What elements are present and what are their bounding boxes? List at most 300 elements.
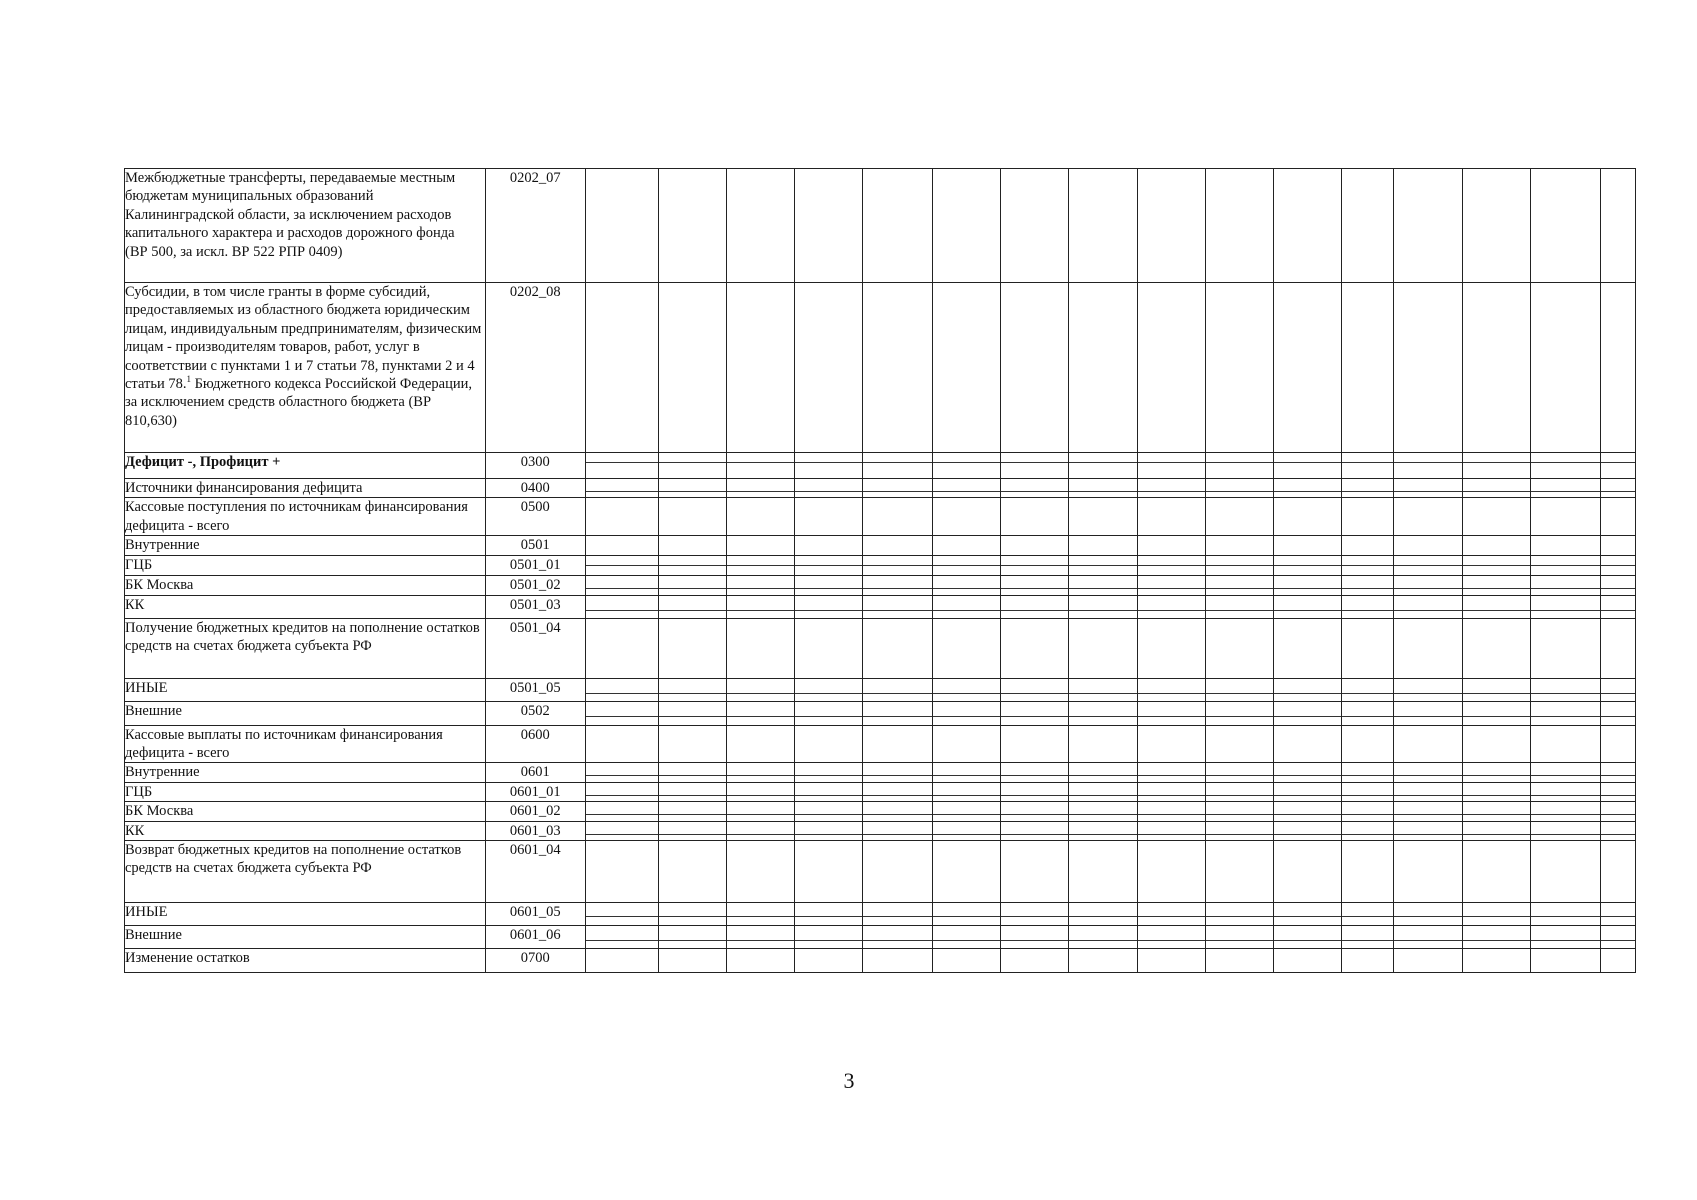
cell-divider: [1274, 565, 1341, 566]
value-cell: [863, 453, 932, 479]
row-code: 0500: [485, 498, 585, 536]
value-cell: [1206, 841, 1274, 903]
value-cell: [1462, 575, 1530, 595]
cell-divider: [1342, 916, 1393, 917]
row-code: 0601_01: [485, 782, 585, 801]
value-cell: [1600, 949, 1635, 973]
table-row: [125, 169, 1636, 283]
cell-divider: [1463, 462, 1530, 463]
value-cell: [1137, 821, 1205, 840]
cell-divider: [1394, 814, 1461, 815]
cell-divider: [659, 491, 726, 492]
value-cell: [1000, 782, 1068, 801]
row-label-text: БК Москва: [125, 576, 194, 593]
cell-divider: [1531, 565, 1600, 566]
cell-divider: [586, 716, 658, 717]
value-cell: [1530, 802, 1600, 821]
value-cell: [795, 949, 863, 973]
value-cell: [1394, 618, 1462, 678]
cell-divider: [1463, 693, 1530, 694]
value-cell: [1206, 678, 1274, 701]
value-cell: [932, 555, 1000, 575]
value-cell: [932, 498, 1000, 536]
cell-divider: [659, 588, 726, 589]
value-cell: [1206, 903, 1274, 926]
value-cell: [932, 618, 1000, 678]
cell-divider: [659, 795, 726, 796]
cell-divider: [727, 834, 794, 835]
cell-divider: [1463, 588, 1530, 589]
value-cell: [585, 453, 658, 479]
row-label: [125, 595, 486, 618]
value-cell: [1206, 283, 1274, 453]
cell-divider: [1531, 588, 1600, 589]
cell-divider: [586, 565, 658, 566]
row-code: 0300: [485, 453, 585, 479]
row-label: [125, 575, 486, 595]
value-cell: [1394, 453, 1462, 479]
value-cell: [1000, 701, 1068, 725]
table-row: [125, 283, 1636, 453]
cell-divider: [659, 693, 726, 694]
cell-divider: [1138, 716, 1205, 717]
cell-divider: [1001, 693, 1068, 694]
cell-divider: [1274, 916, 1341, 917]
value-cell: [585, 479, 658, 498]
row-label-text: Межбюджетные трансферты, передаваемые местным бюджетам муниципальных образований Калининградской области, за исключением расходов капитального характера и расходов дорожного фонда (ВР 500, за искл. ВР 522 РПР 0409): [125, 170, 456, 260]
value-cell: [932, 802, 1000, 821]
cell-divider: [1274, 588, 1341, 589]
value-cell: [1600, 536, 1635, 555]
value-cell: [1206, 618, 1274, 678]
cell-divider: [795, 610, 862, 611]
value-cell: [795, 169, 863, 283]
row-code: 0601_04: [485, 841, 585, 903]
value-cell: [1068, 701, 1137, 725]
cell-divider: [659, 610, 726, 611]
row-label: [125, 782, 486, 801]
value-cell: [585, 926, 658, 949]
value-cell: [1394, 498, 1462, 536]
table-row: [125, 949, 1636, 973]
value-cell: [1274, 926, 1342, 949]
value-cell: [1206, 701, 1274, 725]
cell-divider: [1394, 565, 1461, 566]
cell-divider: [1069, 565, 1137, 566]
value-cell: [1600, 802, 1635, 821]
value-cell: [795, 841, 863, 903]
cell-divider: [1274, 795, 1341, 796]
value-cell: [1206, 536, 1274, 555]
value-cell: [795, 283, 863, 453]
value-cell: [727, 498, 795, 536]
value-cell: [659, 595, 727, 618]
row-label-text: ИНЫЕ: [125, 904, 168, 921]
value-cell: [932, 841, 1000, 903]
cell-divider: [1601, 916, 1635, 917]
value-cell: [1530, 821, 1600, 840]
cell-divider: [1069, 814, 1137, 815]
value-cell: [1462, 453, 1530, 479]
cell-divider: [863, 588, 931, 589]
value-cell: [932, 821, 1000, 840]
value-cell: [1137, 618, 1205, 678]
value-cell: [795, 802, 863, 821]
value-cell: [1600, 479, 1635, 498]
cell-divider: [1531, 610, 1600, 611]
cell-divider: [727, 588, 794, 589]
value-cell: [1068, 555, 1137, 575]
value-cell: [1342, 926, 1394, 949]
value-cell: [932, 926, 1000, 949]
value-cell: [1000, 595, 1068, 618]
table-row: [125, 725, 1636, 763]
value-cell: [659, 701, 727, 725]
value-cell: [1462, 498, 1530, 536]
cell-divider: [1001, 940, 1068, 941]
value-cell: [795, 782, 863, 801]
value-cell: [585, 725, 658, 763]
table-row: [125, 841, 1636, 903]
cell-divider: [1138, 795, 1205, 796]
table-row: [125, 926, 1636, 949]
value-cell: [1206, 479, 1274, 498]
cell-divider: [1274, 693, 1341, 694]
cell-divider: [1206, 814, 1273, 815]
cell-divider: [659, 940, 726, 941]
value-cell: [1274, 782, 1342, 801]
value-cell: [1137, 169, 1205, 283]
row-label: [125, 283, 486, 453]
value-cell: [1530, 763, 1600, 782]
value-cell: [795, 479, 863, 498]
value-cell: [1068, 949, 1137, 973]
cell-divider: [1463, 940, 1530, 941]
cell-divider: [727, 565, 794, 566]
cell-divider: [1206, 610, 1273, 611]
value-cell: [1462, 926, 1530, 949]
value-cell: [727, 725, 795, 763]
row-label-text: Субсидии, в том числе гранты в форме субсидий, предоставляемых из областного бюджета юридическим лицам, индивидуальным предпринимателям, физическим лицам - производителям товаров, работ, услуг в соответствии с пунктами 1 и 7 статьи 78, пунктами 2 и 4 статьи 78.: [125, 284, 482, 393]
value-cell: [1394, 926, 1462, 949]
row-label-text: Кассовые поступления по источникам финансирования дефицита - всего: [125, 499, 468, 534]
value-cell: [659, 169, 727, 283]
cell-divider: [586, 775, 658, 776]
cell-divider: [933, 565, 1000, 566]
value-cell: [863, 782, 932, 801]
value-cell: [659, 763, 727, 782]
value-cell: [1137, 555, 1205, 575]
cell-divider: [1001, 462, 1068, 463]
value-cell: [659, 283, 727, 453]
value-cell: [1068, 725, 1137, 763]
value-cell: [1342, 453, 1394, 479]
value-cell: [1000, 821, 1068, 840]
cell-divider: [1206, 775, 1273, 776]
row-label-text: Кассовые выплаты по источникам финансирования дефицита - всего: [125, 726, 443, 762]
value-cell: [1137, 903, 1205, 926]
value-cell: [727, 802, 795, 821]
value-cell: [863, 821, 932, 840]
value-cell: [727, 949, 795, 973]
budget-table-container: [124, 168, 1636, 973]
cell-divider: [933, 716, 1000, 717]
value-cell: [1068, 498, 1137, 536]
value-cell: [1068, 575, 1137, 595]
row-code: 0501: [485, 536, 585, 555]
cell-divider: [1342, 565, 1393, 566]
cell-divider: [1463, 814, 1530, 815]
row-label: [125, 701, 486, 725]
row-label: [125, 498, 486, 536]
cell-divider: [1274, 610, 1341, 611]
row-label: [125, 725, 486, 763]
value-cell: [1462, 841, 1530, 903]
cell-divider: [1069, 693, 1137, 694]
table-row: [125, 595, 1636, 618]
row-label-text: Внутренние: [125, 537, 200, 554]
cell-divider: [1206, 916, 1273, 917]
cell-divider: [1342, 775, 1393, 776]
value-cell: [1462, 763, 1530, 782]
row-label: [125, 453, 486, 479]
cell-divider: [1394, 834, 1461, 835]
cell-divider: [1394, 491, 1461, 492]
cell-divider: [863, 610, 931, 611]
value-cell: [795, 821, 863, 840]
value-cell: [1274, 283, 1342, 453]
value-cell: [795, 498, 863, 536]
value-cell: [1600, 283, 1635, 453]
cell-divider: [1206, 795, 1273, 796]
value-cell: [1206, 575, 1274, 595]
value-cell: [1462, 701, 1530, 725]
value-cell: [1137, 949, 1205, 973]
cell-divider: [933, 775, 1000, 776]
value-cell: [1394, 701, 1462, 725]
cell-divider: [1206, 588, 1273, 589]
value-cell: [659, 453, 727, 479]
value-cell: [932, 536, 1000, 555]
cell-divider: [727, 916, 794, 917]
cell-divider: [1342, 610, 1393, 611]
value-cell: [863, 841, 932, 903]
cell-divider: [795, 491, 862, 492]
value-cell: [795, 575, 863, 595]
value-cell: [932, 949, 1000, 973]
cell-divider: [586, 610, 658, 611]
cell-divider: [586, 940, 658, 941]
value-cell: [585, 949, 658, 973]
value-cell: [1342, 903, 1394, 926]
value-cell: [1068, 595, 1137, 618]
value-cell: [727, 595, 795, 618]
cell-divider: [1069, 610, 1137, 611]
cell-divider: [795, 462, 862, 463]
row-label-text: Внешние: [125, 702, 182, 719]
value-cell: [1394, 821, 1462, 840]
value-cell: [1000, 763, 1068, 782]
cell-divider: [1601, 693, 1635, 694]
value-cell: [932, 701, 1000, 725]
row-code: 0601_05: [485, 903, 585, 926]
cell-divider: [933, 491, 1000, 492]
cell-divider: [659, 565, 726, 566]
cell-divider: [863, 462, 931, 463]
value-cell: [727, 283, 795, 453]
cell-divider: [795, 588, 862, 589]
value-cell: [585, 498, 658, 536]
value-cell: [863, 725, 932, 763]
value-cell: [1137, 498, 1205, 536]
value-cell: [1342, 678, 1394, 701]
value-cell: [1342, 595, 1394, 618]
value-cell: [1000, 802, 1068, 821]
value-cell: [585, 618, 658, 678]
row-label: [125, 536, 486, 555]
value-cell: [659, 949, 727, 973]
value-cell: [863, 903, 932, 926]
cell-divider: [1463, 795, 1530, 796]
value-cell: [659, 678, 727, 701]
value-cell: [1462, 479, 1530, 498]
value-cell: [1394, 555, 1462, 575]
cell-divider: [1069, 775, 1137, 776]
value-cell: [932, 453, 1000, 479]
value-cell: [863, 169, 932, 283]
value-cell: [1137, 841, 1205, 903]
value-cell: [863, 536, 932, 555]
cell-divider: [586, 814, 658, 815]
row-code: 0601_06: [485, 926, 585, 949]
cell-divider: [1069, 834, 1137, 835]
value-cell: [1137, 453, 1205, 479]
cell-divider: [727, 693, 794, 694]
value-cell: [727, 903, 795, 926]
value-cell: [795, 555, 863, 575]
cell-divider: [586, 795, 658, 796]
value-cell: [795, 926, 863, 949]
value-cell: [1342, 498, 1394, 536]
value-cell: [659, 498, 727, 536]
value-cell: [1600, 595, 1635, 618]
table-row: [125, 701, 1636, 725]
table-row: [125, 555, 1636, 575]
value-cell: [1068, 763, 1137, 782]
value-cell: [1137, 782, 1205, 801]
value-cell: [1600, 821, 1635, 840]
row-label-text-continued: Бюджетного кодекса Российской Федерации, за исключением средств областного бюджета (ВР 810,630): [125, 376, 472, 429]
cell-divider: [1001, 610, 1068, 611]
cell-divider: [1394, 462, 1461, 463]
value-cell: [1600, 169, 1635, 283]
value-cell: [1274, 618, 1342, 678]
cell-divider: [863, 916, 931, 917]
cell-divider: [1601, 940, 1635, 941]
row-label-text: ГЦБ: [125, 783, 153, 800]
cell-divider: [863, 814, 931, 815]
value-cell: [1394, 169, 1462, 283]
value-cell: [585, 678, 658, 701]
value-cell: [659, 575, 727, 595]
cell-divider: [659, 834, 726, 835]
cell-divider: [1394, 940, 1461, 941]
cell-divider: [1463, 491, 1530, 492]
cell-divider: [863, 693, 931, 694]
cell-divider: [1274, 834, 1341, 835]
value-cell: [863, 949, 932, 973]
table-row: [125, 821, 1636, 840]
value-cell: [1600, 555, 1635, 575]
value-cell: [1000, 453, 1068, 479]
value-cell: [1137, 479, 1205, 498]
row-code: 0700: [485, 949, 585, 973]
value-cell: [1274, 701, 1342, 725]
row-code: 0502: [485, 701, 585, 725]
cell-divider: [1394, 716, 1461, 717]
cell-divider: [1342, 834, 1393, 835]
cell-divider: [586, 916, 658, 917]
value-cell: [1000, 903, 1068, 926]
cell-divider: [1394, 795, 1461, 796]
value-cell: [1206, 802, 1274, 821]
row-label-text: БК Москва: [125, 803, 194, 820]
table-row: [125, 782, 1636, 801]
value-cell: [863, 763, 932, 782]
cell-divider: [727, 610, 794, 611]
value-cell: [1274, 595, 1342, 618]
value-cell: [1462, 618, 1530, 678]
row-label: [125, 821, 486, 840]
cell-divider: [933, 940, 1000, 941]
cell-divider: [1342, 588, 1393, 589]
cell-divider: [1274, 814, 1341, 815]
value-cell: [795, 536, 863, 555]
value-cell: [1530, 678, 1600, 701]
value-cell: [863, 926, 932, 949]
value-cell: [1137, 536, 1205, 555]
value-cell: [1600, 618, 1635, 678]
cell-divider: [1138, 565, 1205, 566]
value-cell: [1394, 536, 1462, 555]
cell-divider: [586, 462, 658, 463]
row-label: [125, 169, 486, 283]
value-cell: [1000, 575, 1068, 595]
cell-divider: [1601, 834, 1635, 835]
cell-divider: [795, 795, 862, 796]
row-label: [125, 802, 486, 821]
value-cell: [1342, 949, 1394, 973]
value-cell: [863, 479, 932, 498]
cell-divider: [1001, 916, 1068, 917]
cell-divider: [1394, 916, 1461, 917]
value-cell: [863, 283, 932, 453]
value-cell: [1600, 903, 1635, 926]
value-cell: [1274, 678, 1342, 701]
value-cell: [727, 821, 795, 840]
cell-divider: [1274, 775, 1341, 776]
row-code: 0501_02: [485, 575, 585, 595]
cell-divider: [863, 491, 931, 492]
value-cell: [1137, 802, 1205, 821]
value-cell: [1206, 555, 1274, 575]
value-cell: [1530, 926, 1600, 949]
value-cell: [1530, 453, 1600, 479]
value-cell: [863, 802, 932, 821]
cell-divider: [863, 940, 931, 941]
value-cell: [1068, 479, 1137, 498]
value-cell: [1530, 618, 1600, 678]
